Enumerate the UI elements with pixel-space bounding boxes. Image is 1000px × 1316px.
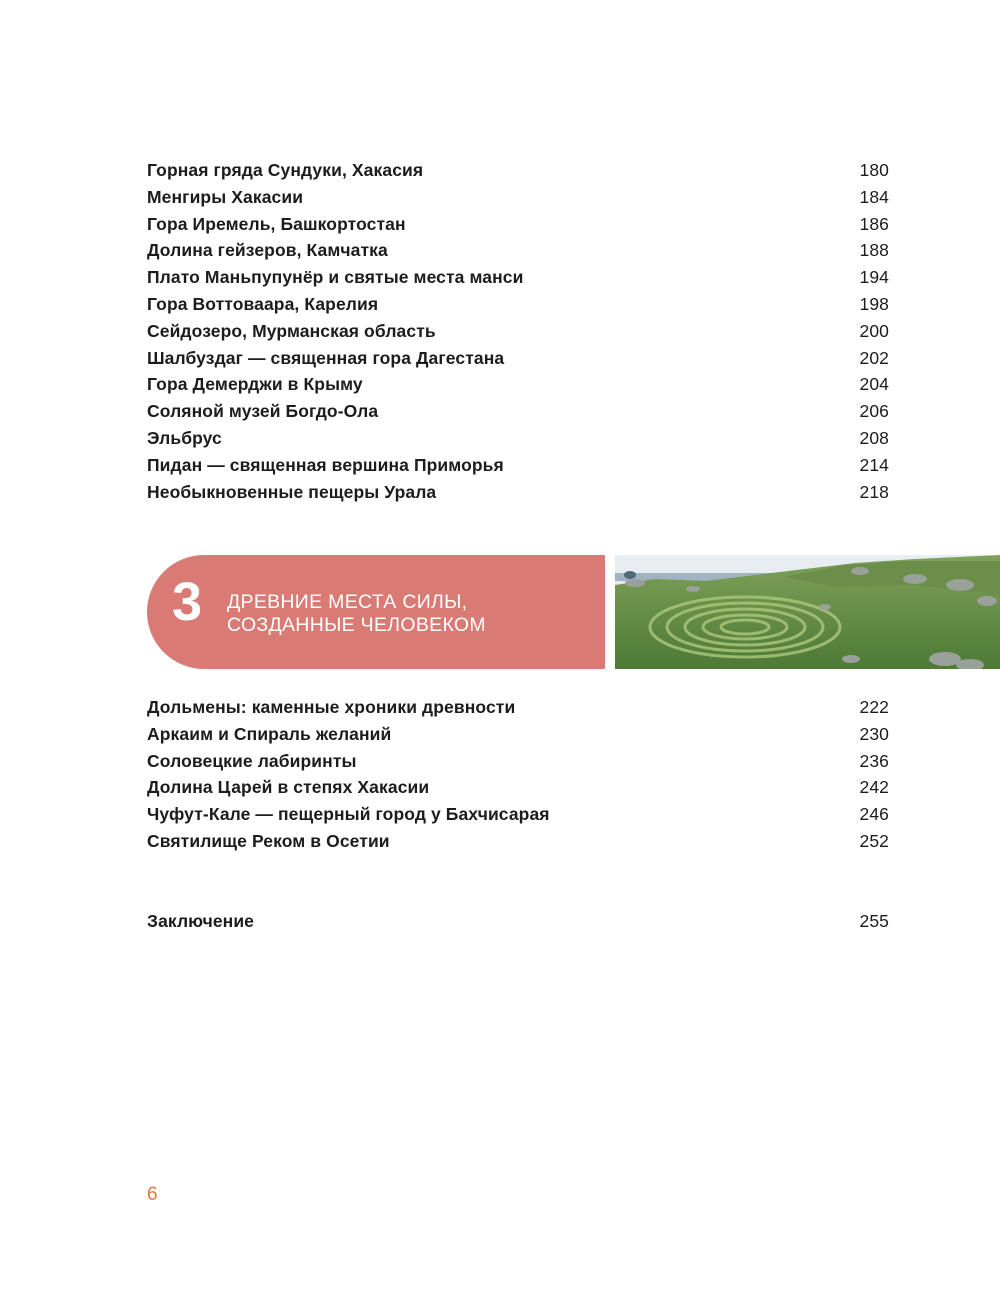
toc-entry-title: Горная гряда Сундуки, Хакасия	[147, 160, 424, 180]
toc-entry-page: 246	[859, 804, 889, 825]
toc-entry-page: 202	[859, 347, 889, 368]
toc-entry-page: 252	[859, 830, 889, 851]
toc-entry-page: 222	[859, 697, 889, 717]
toc-entry-title: Долина Царей в степях Хакасии	[147, 777, 430, 798]
toc-list-chapter-3	[147, 697, 889, 858]
toc-entry-title: Соловецкие лабиринты	[147, 750, 357, 771]
toc-entry-title: Необыкновенные пещеры Урала	[147, 481, 437, 502]
toc-entry[interactable]	[147, 294, 889, 321]
toc-entry-title: Гора Демерджи в Крыму	[147, 374, 363, 395]
toc-entry[interactable]	[147, 777, 889, 804]
toc-entry-page: 218	[859, 481, 889, 502]
toc-entry[interactable]	[147, 214, 889, 241]
toc-entry[interactable]	[147, 482, 889, 509]
toc-entry-page: 184	[859, 186, 889, 207]
toc-entry[interactable]	[147, 187, 889, 214]
chapter-banner	[147, 555, 605, 669]
toc-entry-title: Эльбрус	[147, 427, 222, 448]
toc-entry[interactable]	[147, 751, 889, 778]
toc-entry-title: Заключение	[147, 911, 255, 931]
toc-entry[interactable]	[147, 455, 889, 482]
toc-entry-page: 214	[859, 454, 889, 475]
toc-entry-title: Аркаим и Спираль желаний	[147, 723, 392, 744]
toc-entry-page: 194	[859, 267, 889, 288]
toc-entry[interactable]	[147, 240, 889, 267]
toc-entry[interactable]	[147, 697, 889, 724]
page-number: 6	[147, 1184, 158, 1205]
toc-entry-title: Гора Иремель, Башкортостан	[147, 213, 406, 234]
chapter-number: 3	[172, 572, 203, 632]
toc-entry[interactable]	[147, 267, 889, 294]
toc-entry[interactable]	[147, 374, 889, 401]
toc-entry[interactable]	[147, 831, 889, 858]
chapter-photo-stone-labyrinth	[615, 555, 1000, 669]
toc-entry[interactable]	[147, 428, 889, 455]
toc-entry-title: Гора Воттоваара, Карелия	[147, 293, 379, 314]
toc-entry[interactable]	[147, 348, 889, 375]
toc-entry-title: Долина гейзеров, Камчатка	[147, 240, 388, 261]
toc-entry-title: Дольмены: каменные хроники древности	[147, 697, 516, 717]
toc-entry-page: 208	[859, 427, 889, 448]
toc-entry-page: 188	[859, 240, 889, 261]
toc-entry-page: 236	[859, 750, 889, 771]
toc-entry[interactable]	[147, 724, 889, 751]
toc-entry-page: 204	[859, 374, 889, 395]
toc-entry-title: Пидан — священная вершина Приморья	[147, 454, 504, 475]
toc-entry-conclusion[interactable]	[147, 911, 889, 938]
toc-entry-title: Сейдозеро, Мурманская область	[147, 320, 436, 341]
toc-entry[interactable]	[147, 804, 889, 831]
toc-entry-page: 180	[859, 160, 889, 180]
toc-list-previous-section	[147, 160, 889, 508]
toc-entry-title: Чуфут-Кале — пещерный город у Бахчисарая	[147, 804, 550, 825]
toc-entry-page: 242	[859, 777, 889, 798]
chapter-title-line-2: СОЗДАННЫЕ ЧЕЛОВЕКОМ	[227, 614, 486, 636]
toc-entry[interactable]	[147, 321, 889, 348]
toc-entry-page: 206	[859, 401, 889, 422]
toc-entry-title: Святилище Реком в Осетии	[147, 830, 390, 851]
chapter-title	[227, 591, 486, 637]
toc-entry-title: Менгиры Хакасии	[147, 186, 304, 207]
chapter-title-line-1: ДРЕВНИЕ МЕСТА СИЛЫ,	[227, 591, 468, 613]
toc-entry[interactable]	[147, 401, 889, 428]
toc-entry-page: 255	[859, 911, 889, 931]
toc-entry-title: Шалбуздаг — священная гора Дагестана	[147, 347, 505, 368]
toc-entry[interactable]	[147, 160, 889, 187]
toc-entry-page: 186	[859, 213, 889, 234]
toc-entry-page: 198	[859, 293, 889, 314]
toc-entry-title: Плато Маньпупунёр и святые места манси	[147, 267, 524, 288]
toc-entry-title: Соляной музей Богдо-Ола	[147, 401, 379, 422]
toc-entry-page: 200	[859, 320, 889, 341]
toc-entry-page: 230	[859, 723, 889, 744]
